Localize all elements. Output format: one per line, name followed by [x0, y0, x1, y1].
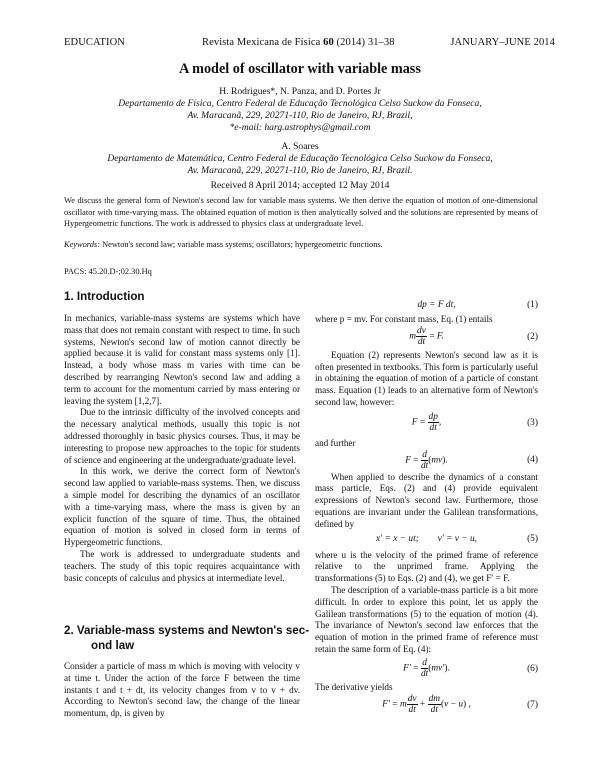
equation-1-number: (1): [527, 300, 538, 310]
running-header-date: JANUARY–JUNE 2014: [450, 37, 555, 48]
right-paragraph-1: where p = mv. For constant mass, Eq. (1) entails: [315, 314, 493, 324]
authors-group-2: A. Soares: [281, 141, 319, 152]
equation-5-body: x′ = x − ut; v′ = v − u,: [376, 533, 477, 544]
authors-group-1: H. Rodrigues*, N. Panza, and D. Portes Jr: [219, 86, 381, 97]
right-paragraph-4: where u is the velocity of the primed frame of reference relative to the unprimed frame. Applying the transformations (5) to Eqs. (2) and (4), we get F′ = F.: [315, 549, 538, 584]
running-header-section: EDUCATION: [64, 37, 125, 48]
keywords-text: Newton's second law; variable mass systems; oscillators; hypergeometric functions.: [102, 240, 383, 249]
abstract: We discuss the general form of Newton's second law for variable mass systems. We then derive the equation of motion of one-dimensional oscillator with time-varying mass. The obtained equation of motion is then analytically solved and the solutions are represented by means of Hypergeometric functions. The work is addressed to physics class at undergraduate level.: [64, 196, 538, 229]
equation-2-number: (2): [527, 331, 538, 342]
received-date: Received 8 April 2014; accepted 12 May 2014: [210, 180, 390, 191]
right-column: [315, 300, 538, 718]
keywords-label: Keywords:: [64, 240, 100, 249]
right-paragraph-3: When applied to describe the dynamics of a constant mass particle, Eqs. (2) and (4) provide equivalent expressions of Newton's second law. Furthermore, those equations are invariant under the Galilean transformations, defined by: [315, 471, 538, 529]
equation-6: F′ = $\frac{d}{dt}$ (mv′). (6): [403, 657, 538, 679]
intro-paragraph-4: The work is addressed to undergraduate students and teachers. The study of this topic requires acquaintance with basic concepts of calculus and physics at intermediate level.: [64, 548, 300, 583]
equation-1-body: dp = F dt,: [417, 300, 456, 310]
equation-5: [315, 531, 538, 550]
journal-name: Revista Mexicana de Física: [202, 37, 324, 48]
intro-paragraph-3: In this work, we derive the correct form of Newton's second law applied to variable-mass systems. Then, we discuss a simple model for describing the dynamics of an oscillator with a time-varying mass, where the mass is given by an explicit function of the square of time. Thus, the obtained equation of motion is solved in closed form in terms of Hypergeometric functions.: [64, 466, 300, 548]
derivative-yields-text: The derivative yields: [315, 681, 393, 692]
right-paragraph-2: Equation (2) represents Newton's second law as it is often presented in textbooks. This form is particularly useful in obtaining the equation of motion of a particle of constant mass. Equation (1) leads to an alternative form of Newton's second law, however:: [315, 349, 538, 407]
section-2-heading: [64, 623, 309, 653]
equation-4-number: (4): [527, 454, 538, 465]
section-2-paragraph-1: Consider a particle of mass m which is moving with velocity v at time t. Under the action of the force F between the time instants t and t + dt, its velocity changes from v to v + dv. According to Newton's second law, the change of the linear momentum, dp, is given by: [64, 661, 300, 719]
left-column-intro: [64, 313, 300, 584]
paper-title: A model of oscillator with variable mass: [179, 61, 421, 77]
affiliation-1-line-1: Departamento de Física, Centro Federal de Educação Tecnológica Celso Suckow da Fonseca,: [118, 98, 482, 109]
running-header-journal: [202, 37, 395, 48]
journal-volume: 60: [323, 37, 334, 48]
left-column-section-2: [64, 661, 300, 720]
keywords: [64, 240, 538, 249]
section-2-heading-line-1: 2. Variable-mass systems and Newton's sec-: [64, 624, 310, 637]
journal-issue-pages: (2014) 31–38: [333, 37, 395, 48]
equation-7: F′ = m $\frac{dv}{dt}$ + $\frac{dm}{dt}$ (v − u) , (7): [382, 693, 538, 715]
right-paragraph-5: The description of a variable-mass particle is a bit more difficult. In order to explore this point, let us apply the Galilean transformations (5) to the equation of motion (4). The invariance of Newton's second law enforces that the equation of motion in the primed frame of reference must retain the same form of Eq. (4):: [315, 584, 538, 654]
equation-3-number: (3): [527, 417, 538, 428]
equation-5-number: (5): [527, 533, 538, 544]
equation-1: [315, 300, 538, 314]
affiliation-1-line-2: Av. Maracanã, 229, 20271-110, Rio de Janeiro, RJ, Brazil,: [187, 110, 413, 121]
corresponding-email: *e-mail: harg.astrophys@gmail.com: [229, 122, 371, 133]
section-2-heading-line-2: ond law: [91, 639, 135, 652]
intro-paragraph-1: In mechanics, variable-mass systems are systems which have mass that does not remain constant with respect to time. In such systems, Newton's second law of motion cannot directly be applied because it is valid for constant mass systems only [1]. Instead, a body whose mass m varies with time can be described by rearranging Newton's second law and adding a term to account for the momentum carried by mass entering or leaving the system [1,2,7].: [64, 313, 300, 406]
section-1-heading: 1. Introduction: [64, 290, 145, 303]
equation-4: F = $\frac{d}{dt}$ (mv). (4): [405, 449, 538, 471]
intro-paragraph-2: Due to the intrinsic difficulty of the involved concepts and the necessary analytical methods, usually this topic is not addressed thoroughly in basic physics courses. Thus, it may be interesting to propose new approaches to the topic for students of science and engineering at the undergraduate/graduate level.: [64, 407, 300, 465]
equation-7-number: (7): [527, 699, 538, 710]
equation-2: m $\frac{dv}{dt}$ = F. (2): [409, 325, 538, 347]
affiliation-2-line-1: Departamento de Matemática, Centro Federal de Educação Tecnológica Celso Suckow da Fonseca,: [107, 153, 493, 164]
pacs-codes: PACS: 45.20.D-;02.30.Hq: [64, 267, 152, 276]
and-further-text: and further: [315, 437, 356, 448]
affiliation-2-line-2: Av. Maracanã, 229, 20271-110, Rio de Janeiro, RJ, Brazil.: [187, 165, 413, 176]
equation-3: F = $\frac{dp}{dt}$ , (3): [411, 411, 538, 433]
equation-6-number: (6): [527, 663, 538, 674]
